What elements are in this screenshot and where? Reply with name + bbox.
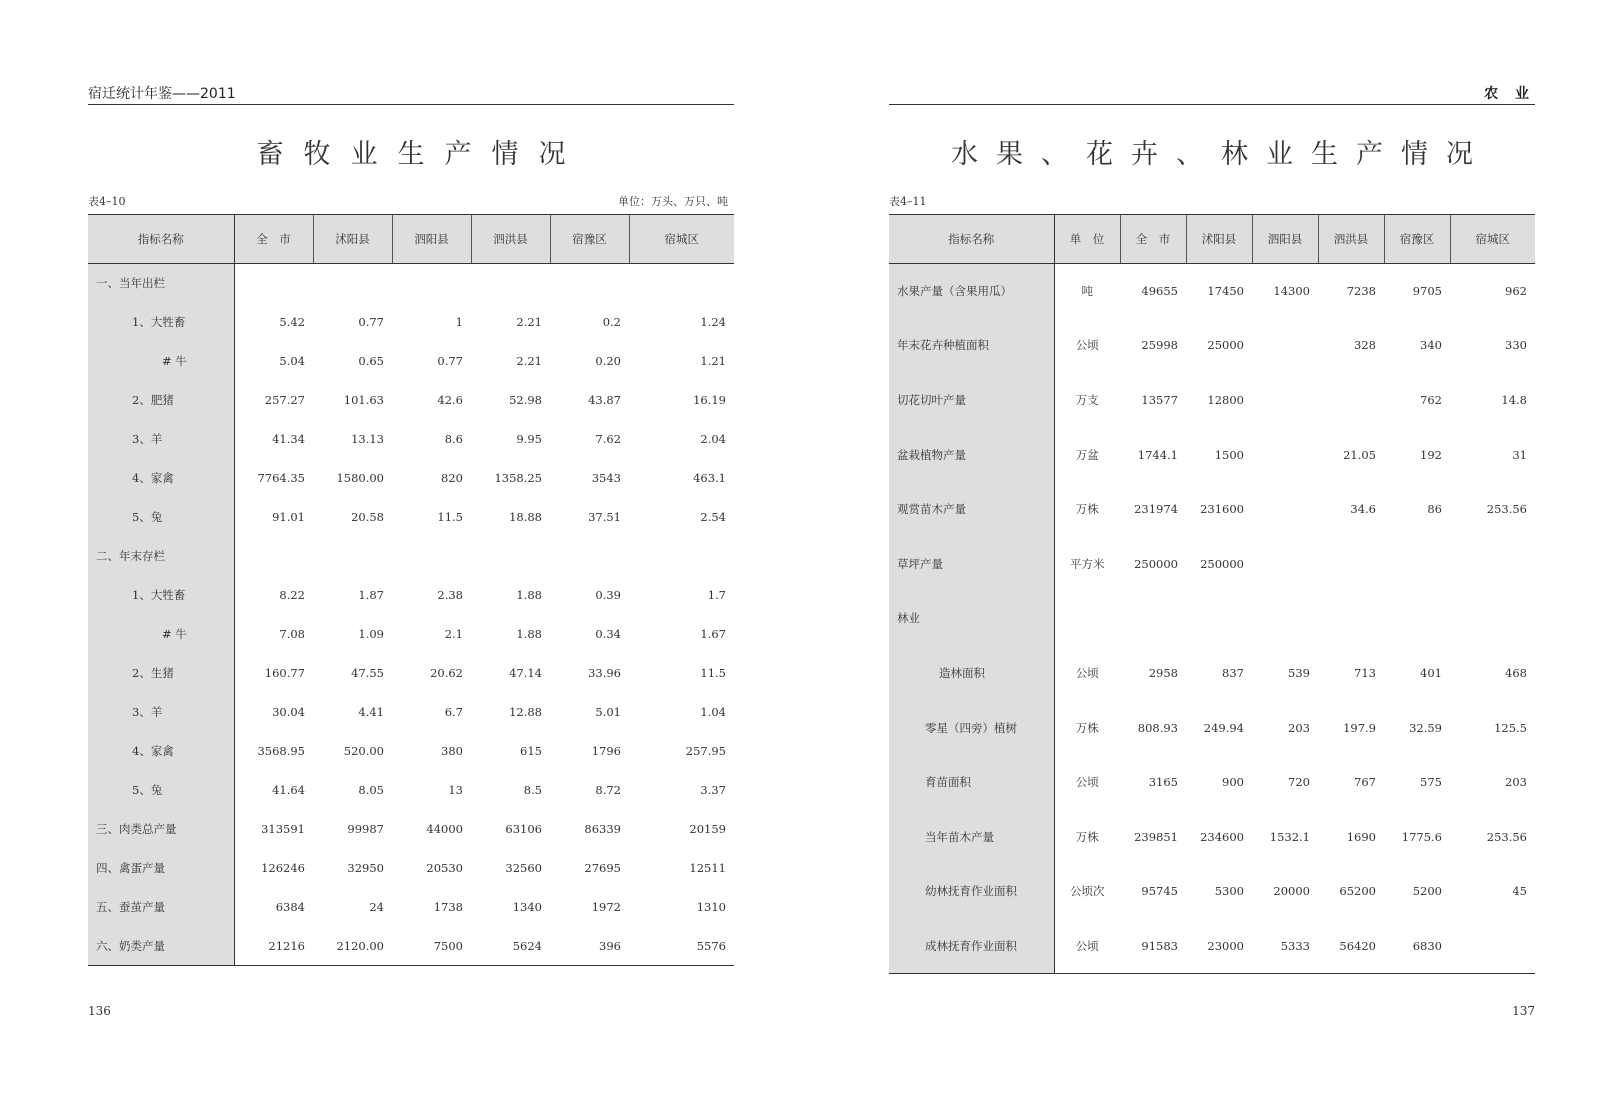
row-label: 六、奶类产量 bbox=[88, 927, 234, 966]
unit-cell: 万支 bbox=[1075, 392, 1099, 407]
table-cell bbox=[234, 537, 313, 576]
table-cell: 32.59 bbox=[1409, 720, 1442, 735]
table-row bbox=[889, 427, 1535, 482]
table-cell bbox=[1450, 919, 1535, 974]
table-row bbox=[88, 576, 734, 615]
table-cell bbox=[550, 264, 629, 303]
table-cell: 575 bbox=[1420, 775, 1442, 790]
table-row bbox=[88, 303, 734, 342]
unit-cell: 公顷 bbox=[1075, 938, 1099, 953]
row-label: 幼林抚育作业面积 bbox=[889, 864, 1054, 919]
row-label: 3、羊 bbox=[88, 420, 234, 459]
table-cell: 257.27 bbox=[264, 393, 305, 407]
table-cell: 1340 bbox=[512, 900, 542, 914]
table-cell: 401 bbox=[1420, 665, 1442, 680]
row-label: 二、年末存栏 bbox=[88, 537, 234, 576]
table-cell: 21.05 bbox=[1343, 447, 1376, 462]
table-cell: 11.5 bbox=[437, 510, 463, 524]
table-row bbox=[889, 536, 1535, 591]
table-cell: 1580.00 bbox=[336, 471, 384, 485]
table-row bbox=[88, 264, 734, 303]
table-cell: 820 bbox=[441, 471, 463, 485]
table-cell bbox=[313, 264, 392, 303]
table-cell: 43.87 bbox=[588, 393, 621, 407]
table-cell: 7764.35 bbox=[257, 471, 305, 485]
fruit-flower-forestry-table bbox=[889, 214, 1535, 974]
row-label: 盆栽植物产量 bbox=[889, 427, 1054, 482]
table-cell: 1.24 bbox=[700, 315, 726, 329]
table-cell: 37.51 bbox=[588, 510, 621, 524]
table-row bbox=[88, 888, 734, 927]
right-page bbox=[889, 0, 1535, 1099]
table-row bbox=[88, 654, 734, 693]
table-cell: 34.6 bbox=[1350, 502, 1376, 517]
table-row bbox=[889, 700, 1535, 755]
unit-cell: 万株 bbox=[1075, 502, 1099, 517]
table-cell bbox=[1384, 591, 1450, 646]
table-row bbox=[88, 342, 734, 381]
row-label: 四、禽蛋产量 bbox=[88, 849, 234, 888]
table-cell: 1972 bbox=[591, 900, 621, 914]
table-cell bbox=[471, 537, 550, 576]
table-cell: 808.93 bbox=[1137, 720, 1178, 735]
column-header: 泗阳县 bbox=[392, 215, 471, 264]
table-row bbox=[889, 864, 1535, 919]
table-title-fruit-flower-forestry: 水果、花卉、林业生产情况 bbox=[951, 139, 1491, 170]
table-id-left: 表4–10 bbox=[88, 195, 126, 208]
table-cell: 1532.1 bbox=[1269, 829, 1310, 844]
table-cell: 1.7 bbox=[707, 588, 726, 602]
table-cell: 1.88 bbox=[516, 588, 542, 602]
page-number-left: 136 bbox=[88, 1004, 111, 1018]
table-cell: 20159 bbox=[689, 822, 726, 836]
table-cell bbox=[392, 264, 471, 303]
row-label: 水果产量（含果用瓜） bbox=[889, 264, 1054, 319]
table-row bbox=[88, 693, 734, 732]
table-cell: 1744.1 bbox=[1137, 447, 1178, 462]
table-cell: 3543 bbox=[591, 471, 621, 485]
table-row bbox=[88, 537, 734, 576]
table-cell: 767 bbox=[1354, 775, 1376, 790]
table-cell: 249.94 bbox=[1203, 720, 1244, 735]
table-cell: 0.2 bbox=[602, 315, 621, 329]
row-label: # 牛 bbox=[88, 615, 234, 654]
column-header: 沭阳县 bbox=[313, 215, 392, 264]
table-cell bbox=[1318, 373, 1384, 428]
table-cell bbox=[1318, 536, 1384, 591]
table-cell: 5.04 bbox=[279, 354, 305, 368]
table-cell: 615 bbox=[520, 744, 542, 758]
table-cell: 12511 bbox=[689, 861, 726, 875]
table-cell: 65200 bbox=[1339, 884, 1376, 899]
table-cell: 9705 bbox=[1412, 284, 1442, 299]
table-cell: 1500 bbox=[1214, 447, 1244, 462]
table-cell: 2.38 bbox=[437, 588, 463, 602]
table-cell bbox=[1252, 318, 1318, 373]
table-cell: 330 bbox=[1505, 338, 1527, 353]
row-label: 草坪产量 bbox=[889, 536, 1054, 591]
table-cell: 253.56 bbox=[1486, 502, 1527, 517]
table-cell bbox=[629, 537, 734, 576]
table-cell bbox=[392, 537, 471, 576]
row-label: 育苗面积 bbox=[889, 755, 1054, 810]
table-row bbox=[889, 646, 1535, 701]
table-cell: 25998 bbox=[1141, 338, 1178, 353]
table-cell: 13577 bbox=[1141, 392, 1178, 407]
table-cell: 3.37 bbox=[700, 783, 726, 797]
row-label: 零星（四旁）植树 bbox=[889, 700, 1054, 755]
column-header: 指标名称 bbox=[88, 215, 234, 264]
table-cell: 713 bbox=[1354, 665, 1376, 680]
table-cell: 250000 bbox=[1134, 556, 1178, 571]
table-cell: 24 bbox=[369, 900, 384, 914]
table-cell: 313591 bbox=[261, 822, 305, 836]
table-cell: 6.7 bbox=[444, 705, 463, 719]
table-cell bbox=[629, 264, 734, 303]
table-cell: 7500 bbox=[433, 938, 463, 953]
table-row bbox=[889, 264, 1535, 319]
table-cell bbox=[1252, 591, 1318, 646]
table-cell: 7.62 bbox=[595, 432, 621, 446]
table-cell bbox=[1186, 591, 1252, 646]
running-head-left: 宿迁统计年鉴——2011 bbox=[88, 84, 734, 105]
table-cell: 192 bbox=[1420, 447, 1442, 462]
table-cell: 41.64 bbox=[272, 783, 305, 797]
row-label: 2、肥猪 bbox=[88, 381, 234, 420]
table-cell: 52.98 bbox=[509, 393, 542, 407]
column-header: 宿豫区 bbox=[1384, 215, 1450, 264]
table-cell: 5624 bbox=[512, 938, 542, 953]
table-row bbox=[889, 373, 1535, 428]
table-cell: 3165 bbox=[1148, 775, 1178, 790]
table-cell: 0.34 bbox=[595, 627, 621, 641]
row-label: 切花切叶产量 bbox=[889, 373, 1054, 428]
table-cell: 17450 bbox=[1207, 284, 1244, 299]
table-cell: 1.67 bbox=[700, 627, 726, 641]
table-cell: 468 bbox=[1505, 665, 1527, 680]
table-cell: 1.88 bbox=[516, 627, 542, 641]
table-cell: 5200 bbox=[1412, 884, 1442, 899]
table-cell: 380 bbox=[441, 744, 463, 758]
table-cell: 5333 bbox=[1280, 938, 1310, 953]
table-cell: 250000 bbox=[1200, 556, 1244, 571]
table-row bbox=[889, 919, 1535, 974]
table-cell: 257.95 bbox=[685, 744, 726, 758]
table-row bbox=[889, 755, 1535, 810]
table-cell: 13.13 bbox=[351, 432, 384, 446]
table-cell: 231600 bbox=[1200, 502, 1244, 517]
table-cell: 25000 bbox=[1207, 338, 1244, 353]
table-cell: 95745 bbox=[1141, 884, 1178, 899]
livestock-table bbox=[88, 214, 734, 966]
left-page bbox=[88, 0, 734, 1099]
table-cell: 1 bbox=[455, 315, 463, 329]
table-row bbox=[88, 459, 734, 498]
column-header: 全 市 bbox=[234, 215, 313, 264]
row-label: 当年苗木产量 bbox=[889, 809, 1054, 864]
table-cell: 5.42 bbox=[279, 315, 305, 329]
table-cell: 2.21 bbox=[516, 315, 542, 329]
table-cell: 3568.95 bbox=[257, 744, 305, 758]
table-cell: 160.77 bbox=[264, 666, 305, 680]
table-cell: 962 bbox=[1505, 284, 1527, 299]
table-cell: 239851 bbox=[1134, 829, 1178, 844]
table-cell: 30.04 bbox=[272, 705, 305, 719]
row-label: 造林面积 bbox=[889, 646, 1054, 701]
table-row bbox=[88, 732, 734, 771]
table-cell: 56420 bbox=[1339, 938, 1376, 953]
table-cell: 12.88 bbox=[509, 705, 542, 719]
table-cell: 5576 bbox=[696, 938, 726, 953]
table-cell: 32560 bbox=[505, 861, 542, 875]
unit-cell: 平方米 bbox=[1070, 556, 1105, 571]
table-cell bbox=[313, 537, 392, 576]
table-cell: 42.6 bbox=[437, 393, 463, 407]
row-label: 三、肉类总产量 bbox=[88, 810, 234, 849]
table-id-right: 表4–11 bbox=[889, 195, 927, 208]
table-cell: 11.5 bbox=[700, 666, 726, 680]
table-cell: 231974 bbox=[1134, 502, 1178, 517]
table-cell: 1.09 bbox=[358, 627, 384, 641]
table-cell: 328 bbox=[1354, 338, 1376, 353]
table-cell: 125.5 bbox=[1494, 720, 1527, 735]
table-cell: 1796 bbox=[591, 744, 621, 758]
row-label: 4、家禽 bbox=[88, 732, 234, 771]
column-header: 指标名称 bbox=[889, 215, 1054, 264]
table-meta-right bbox=[889, 193, 1535, 207]
table-cell: 6384 bbox=[275, 900, 305, 914]
table-cell: 2.1 bbox=[444, 627, 463, 641]
table-cell bbox=[1318, 591, 1384, 646]
unit-cell: 万盆 bbox=[1075, 447, 1099, 462]
table-cell: 20.62 bbox=[430, 666, 463, 680]
table-cell bbox=[1252, 536, 1318, 591]
table-cell: 0.77 bbox=[358, 315, 384, 329]
table-row bbox=[88, 849, 734, 888]
table-cell: 14300 bbox=[1273, 284, 1310, 299]
table-cell: 47.14 bbox=[509, 666, 542, 680]
table-cell: 27695 bbox=[584, 861, 621, 875]
row-label: 3、羊 bbox=[88, 693, 234, 732]
table-cell: 837 bbox=[1222, 665, 1244, 680]
column-header: 宿城区 bbox=[629, 215, 734, 264]
table-cell: 20.58 bbox=[351, 510, 384, 524]
table-cell bbox=[550, 537, 629, 576]
table-cell: 5300 bbox=[1214, 884, 1244, 899]
table-cell: 6830 bbox=[1412, 938, 1442, 953]
table-cell: 463.1 bbox=[693, 471, 726, 485]
table-cell: 47.55 bbox=[351, 666, 384, 680]
table-cell: 2958 bbox=[1148, 665, 1178, 680]
table-row bbox=[88, 498, 734, 537]
table-cell: 86339 bbox=[584, 822, 621, 836]
table-meta-left bbox=[88, 193, 734, 207]
table-cell bbox=[1252, 373, 1318, 428]
table-cell: 1.21 bbox=[700, 354, 726, 368]
table-cell: 8.6 bbox=[444, 432, 463, 446]
table-cell: 0.20 bbox=[595, 354, 621, 368]
table-cell: 86 bbox=[1427, 502, 1442, 517]
unit-cell bbox=[1054, 591, 1120, 646]
table-cell: 49655 bbox=[1141, 284, 1178, 299]
table-cell: 1738 bbox=[433, 900, 463, 914]
table-row bbox=[88, 810, 734, 849]
unit-cell: 公顷 bbox=[1075, 665, 1099, 680]
table-cell: 1.87 bbox=[358, 588, 384, 602]
table-cell: 4.41 bbox=[358, 705, 384, 719]
table-cell: 16.19 bbox=[693, 393, 726, 407]
row-label: 观赏苗木产量 bbox=[889, 482, 1054, 537]
column-header: 泗洪县 bbox=[1318, 215, 1384, 264]
table-cell: 8.22 bbox=[279, 588, 305, 602]
table-cell: 18.88 bbox=[509, 510, 542, 524]
table-cell: 203 bbox=[1288, 720, 1310, 735]
table-cell: 91.01 bbox=[272, 510, 305, 524]
table-cell bbox=[1252, 482, 1318, 537]
unit-cell: 公顷次 bbox=[1070, 884, 1105, 899]
table-row bbox=[88, 927, 734, 966]
table-cell: 0.65 bbox=[358, 354, 384, 368]
unit-cell: 万株 bbox=[1075, 829, 1099, 844]
row-label: 年末花卉种植面积 bbox=[889, 318, 1054, 373]
table-row bbox=[889, 318, 1535, 373]
table-cell bbox=[471, 264, 550, 303]
column-header: 泗阳县 bbox=[1252, 215, 1318, 264]
table-row bbox=[88, 381, 734, 420]
table-cell: 12800 bbox=[1207, 392, 1244, 407]
table-cell: 23000 bbox=[1207, 938, 1244, 953]
table-cell: 203 bbox=[1505, 775, 1527, 790]
table-cell: 1775.6 bbox=[1401, 829, 1442, 844]
table-cell: 63106 bbox=[505, 822, 542, 836]
table-cell: 126246 bbox=[261, 861, 305, 875]
column-header: 全 市 bbox=[1120, 215, 1186, 264]
table-cell: 2120.00 bbox=[336, 938, 384, 953]
unit-cell: 公顷 bbox=[1075, 775, 1099, 790]
table-cell bbox=[1450, 591, 1535, 646]
row-label: 4、家禽 bbox=[88, 459, 234, 498]
table-cell: 396 bbox=[599, 938, 621, 953]
table-cell: 13 bbox=[448, 783, 463, 797]
table-cell: 2.04 bbox=[700, 432, 726, 446]
column-header: 宿豫区 bbox=[550, 215, 629, 264]
table-unit-left: 单位：万头、万只、吨 bbox=[618, 195, 728, 208]
row-label: 一、当年出栏 bbox=[88, 264, 234, 303]
row-label: # 牛 bbox=[88, 342, 234, 381]
table-cell: 14.8 bbox=[1501, 392, 1527, 407]
column-header: 泗洪县 bbox=[471, 215, 550, 264]
table-cell: 41.34 bbox=[272, 432, 305, 446]
table-cell: 32950 bbox=[347, 861, 384, 875]
table-cell: 8.5 bbox=[523, 783, 542, 797]
column-header: 单 位 bbox=[1054, 215, 1120, 264]
table-cell: 340 bbox=[1420, 338, 1442, 353]
table-cell: 900 bbox=[1222, 775, 1244, 790]
table-cell: 2.21 bbox=[516, 354, 542, 368]
table-row bbox=[889, 482, 1535, 537]
table-cell: 99987 bbox=[347, 822, 384, 836]
row-label: 5、兔 bbox=[88, 498, 234, 537]
table-cell: 520.00 bbox=[343, 744, 384, 758]
table-cell bbox=[234, 264, 313, 303]
table-cell bbox=[1384, 536, 1450, 591]
row-label: 2、生猪 bbox=[88, 654, 234, 693]
row-label: 成林抚育作业面积 bbox=[889, 919, 1054, 974]
table-cell: 33.96 bbox=[588, 666, 621, 680]
page-number-right: 137 bbox=[1512, 1004, 1535, 1018]
table-row bbox=[88, 615, 734, 654]
table-cell: 9.95 bbox=[516, 432, 542, 446]
table-row bbox=[88, 420, 734, 459]
table-cell: 7238 bbox=[1346, 284, 1376, 299]
table-cell: 31 bbox=[1512, 447, 1527, 462]
table-cell: 8.72 bbox=[595, 783, 621, 797]
table-cell: 7.08 bbox=[279, 627, 305, 641]
table-title-livestock: 畜牧业生产情况 bbox=[256, 139, 586, 170]
table-cell: 720 bbox=[1288, 775, 1310, 790]
table-cell bbox=[1120, 591, 1186, 646]
table-cell: 253.56 bbox=[1486, 829, 1527, 844]
table-row bbox=[889, 591, 1535, 646]
table-cell: 21216 bbox=[268, 938, 305, 953]
row-label: 1、大牲畜 bbox=[88, 303, 234, 342]
table-cell: 234600 bbox=[1200, 829, 1244, 844]
table-cell: 539 bbox=[1288, 665, 1310, 680]
unit-cell: 万株 bbox=[1075, 720, 1099, 735]
table-cell: 20000 bbox=[1273, 884, 1310, 899]
table-cell: 1358.25 bbox=[494, 471, 542, 485]
table-cell: 2.54 bbox=[700, 510, 726, 524]
table-cell: 44000 bbox=[426, 822, 463, 836]
running-head-right: 农 业 bbox=[889, 84, 1535, 105]
table-cell: 91583 bbox=[1141, 938, 1178, 953]
unit-cell: 公顷 bbox=[1075, 338, 1099, 353]
table-row bbox=[88, 771, 734, 810]
table-cell: 5.01 bbox=[595, 705, 621, 719]
table-cell: 197.9 bbox=[1343, 720, 1376, 735]
table-cell: 0.77 bbox=[437, 354, 463, 368]
table-cell: 0.39 bbox=[595, 588, 621, 602]
column-header: 沭阳县 bbox=[1186, 215, 1252, 264]
row-label: 五、蚕茧产量 bbox=[88, 888, 234, 927]
table-cell bbox=[1450, 536, 1535, 591]
table-cell: 20530 bbox=[426, 861, 463, 875]
row-label: 林业 bbox=[889, 591, 1054, 646]
row-label: 1、大牲畜 bbox=[88, 576, 234, 615]
column-header: 宿城区 bbox=[1450, 215, 1535, 264]
table-row bbox=[889, 809, 1535, 864]
table-cell bbox=[1252, 427, 1318, 482]
table-cell: 1.04 bbox=[700, 705, 726, 719]
table-cell: 101.63 bbox=[343, 393, 384, 407]
table-cell: 1310 bbox=[696, 900, 726, 914]
table-cell: 45 bbox=[1512, 884, 1527, 899]
table-cell: 762 bbox=[1420, 392, 1442, 407]
table-cell: 8.05 bbox=[358, 783, 384, 797]
unit-cell: 吨 bbox=[1081, 284, 1093, 299]
row-label: 5、兔 bbox=[88, 771, 234, 810]
table-cell: 1690 bbox=[1346, 829, 1376, 844]
